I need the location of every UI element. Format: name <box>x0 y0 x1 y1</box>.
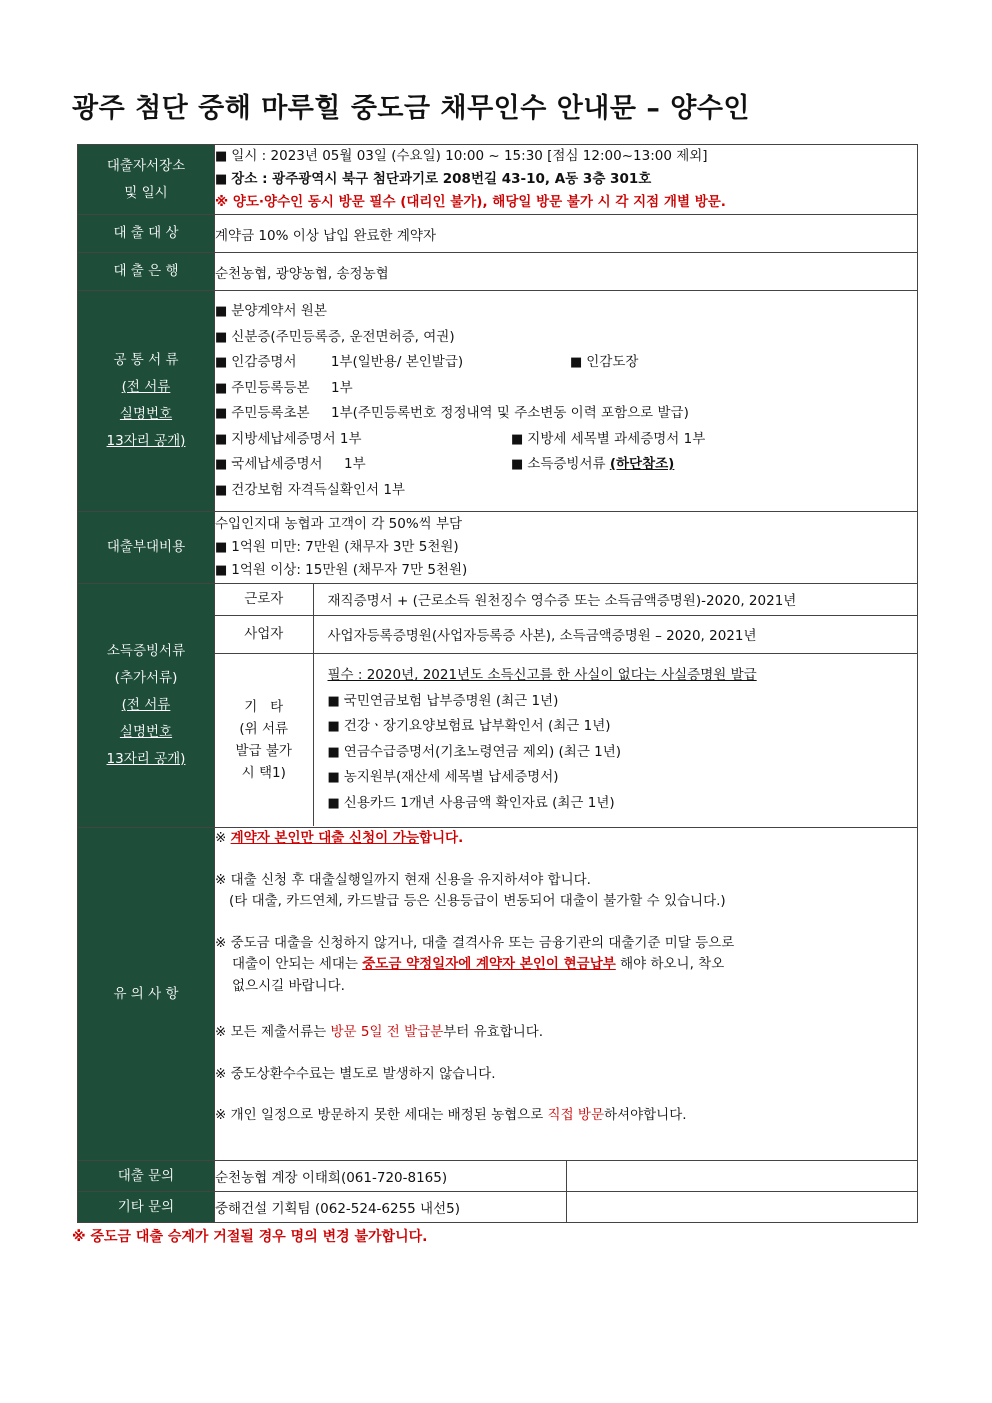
header-bank: 대 출 은 행 <box>78 253 215 291</box>
other-item: ■ 건강ㆍ장기요양보험료 납부확인서 (최근 1년) <box>327 718 611 735</box>
header-loan-inquiry: 대출 문의 <box>78 1161 215 1192</box>
bullet-square-icon: ■ <box>215 406 228 421</box>
income-subtable <box>215 584 917 826</box>
label-worker: 근로자 <box>215 584 313 615</box>
other-item: ■ 농지원부(재산세 세목별 납세증명서) <box>327 769 559 786</box>
page-title: 광주 첨단 중해 마루힐 중도금 채무인수 안내문 – 양수인 <box>72 93 751 124</box>
header-target: 대 출 대 상 <box>78 215 215 253</box>
visit-warning: ※ 양도·양수인 동시 방문 필수 (대리인 불가), 해당일 방문 불가 시 각 지점 개별 방문. <box>215 194 726 210</box>
doc-item-local-tax: ■ 지방세 세목별 과세증명서 1부 <box>511 430 706 447</box>
note-4: ※ 모든 제출서류는 방문 5일 전 발급분부터 유효합니다. <box>215 1024 544 1040</box>
header-notes: 유 의 사 항 <box>78 828 215 1161</box>
cost-line: ■ 1억원 이상: 15만원 (채무자 7만 5천원) <box>215 562 468 578</box>
other-required: 필수 : 2020년, 2021년도 소득신고를 한 사실이 없다는 사실증명원 발급 <box>327 667 757 684</box>
bullet-square-icon: ■ <box>327 744 340 760</box>
row-bank <box>78 253 918 291</box>
doc-item: ■ 주민등록등본 1부 <box>215 379 353 396</box>
other-item: ■ 신용카드 1개년 사용금액 확인자료 (최근 1년) <box>327 794 615 811</box>
label-other: 기 타 (위 서류 발급 불가 시 택1) <box>215 653 313 826</box>
note-3: ※ 중도금 대출을 신청하지 않거나, 대출 결격사유 또는 금융기관의 대출기준 미달 등으로 <box>215 934 735 951</box>
loan-inquiry-empty <box>567 1161 918 1192</box>
row-notes <box>78 828 918 1161</box>
bullet-square-icon: ■ <box>215 457 228 472</box>
bullet-square-icon: ■ <box>215 172 228 187</box>
row-income-proof <box>78 584 918 828</box>
note-3-line2: 대출이 안되는 세대는 중도금 약정일자에 계약자 본인이 현금납부 해야 하오니, 착오 <box>232 956 725 972</box>
bullet-square-icon: ■ <box>327 795 340 811</box>
other-item: ■ 연금수급증명서(기초노령연금 제외) (최근 1년) <box>327 743 622 760</box>
other-inquiry-content: 중해건설 기획팀 (062-524-6255 내선5) <box>215 1192 567 1223</box>
target-content: 계약금 10% 이상 납입 완료한 계약자 <box>215 215 918 253</box>
doc-item: ■ 국세납세증명서 1부 ■ 소득증빙서류 (하단참조) <box>215 452 917 478</box>
doc-item-seal: ■ 인감도장 <box>570 354 639 370</box>
note-3-line3: 없으시길 바랍니다. <box>232 977 345 994</box>
place-line: ■ 장소 : 광주광역시 북구 첨단과기로 208번길 43-10, A동 3층 301호 <box>215 171 652 187</box>
doc-item: ■ 신분증(주민등록증, 운전면허증, 여권) <box>215 328 455 345</box>
doc-item: ■ 인감증명서 1부(일반용/ 본인발급) ■ 인감도장 <box>215 350 917 376</box>
worker-content: 재직증명서 + (근로소득 원천징수 영수증 또는 소득금액증명원)-2020, 2021년 <box>313 584 917 615</box>
bullet-square-icon: ■ <box>215 482 228 498</box>
doc-item: ■ 건강보험 자격득실확인서 1부 <box>215 481 405 498</box>
income-row-worker <box>215 584 917 615</box>
date-line: ■ 일시 : 2023년 05월 03일 (수요일) 10:00 ~ 15:30 [점심 12:00~13:00 제외] <box>215 148 708 164</box>
loan-info-table <box>77 144 918 1223</box>
bullet-square-icon: ■ <box>215 149 228 164</box>
bullet-square-icon: ■ <box>215 540 228 555</box>
row-loan-inquiry <box>78 1161 918 1192</box>
note-5: ※ 중도상환수수료는 별도로 발생하지 않습니다. <box>215 1065 496 1082</box>
row-cost <box>78 512 918 584</box>
other-item: ■ 국민연금보험 납부증명원 (최근 1년) <box>327 692 559 709</box>
note-1: ※ 계약자 본인만 대출 신청이 가능합니다. <box>215 830 464 846</box>
doc-item-income: ■ 소득증빙서류 (하단참조) <box>511 456 675 472</box>
bullet-square-icon: ■ <box>215 355 228 370</box>
bullet-square-icon: ■ <box>327 770 340 786</box>
header-income-proof: 소득증빙서류 (추가서류) (전 서류 실명번호 13자리 공개) <box>78 584 215 828</box>
bullet-square-icon: ■ <box>215 329 228 345</box>
doc-item: ■ 지방세납세증명서 1부 ■ 지방세 세목별 과세증명서 1부 <box>215 427 917 453</box>
footer-note: ※ 중도금 대출 승계가 거절될 경우 명의 변경 불가합니다. <box>72 1229 428 1245</box>
note-2-detail: (타 대출, 카드연체, 카드발급 등은 신용등급이 변동되어 대출이 불가할 수 있습니다.) <box>229 893 726 909</box>
bullet-square-icon: ■ <box>511 431 524 447</box>
income-row-other <box>215 653 917 826</box>
bullet-square-icon: ■ <box>327 719 340 735</box>
bullet-square-icon: ■ <box>215 431 228 447</box>
income-row-business <box>215 615 917 653</box>
row-common-docs <box>78 291 918 512</box>
bullet-square-icon: ■ <box>570 355 583 370</box>
business-content: 사업자등록증명원(사업자등록증 사본), 소득금액증명원 – 2020, 2021년 <box>313 615 917 653</box>
bullet-square-icon: ■ <box>215 563 228 578</box>
common-docs-list <box>215 299 917 503</box>
header-cost: 대출부대비용 <box>78 512 215 584</box>
doc-item: ■ 주민등록초본 1부(주민등록번호 정정내역 및 주소변동 이력 포함으로 발급) <box>215 405 689 421</box>
row-target <box>78 215 918 253</box>
note-2: ※ 대출 신청 후 대출실행일까지 현재 신용을 유지하셔야 합니다. <box>215 871 591 888</box>
note-6: ※ 개인 일정으로 방문하지 못한 세대는 배정된 농협으로 직접 방문하셔야합니다. <box>215 1107 687 1123</box>
label-business: 사업자 <box>215 615 313 653</box>
row-place-date <box>78 145 918 215</box>
bank-content: 순천농협, 광양농협, 송정농협 <box>215 253 918 291</box>
header-other-inquiry: 기타 문의 <box>78 1192 215 1223</box>
header-place-date: 대출자서장소 및 일시 <box>78 145 215 215</box>
doc-item: ■ 분양계약서 원본 <box>215 303 327 319</box>
other-inquiry-empty <box>567 1192 918 1223</box>
loan-inquiry-content: 순천농협 계장 이태희(061-720-8165) <box>215 1161 567 1192</box>
bullet-square-icon: ■ <box>327 693 340 709</box>
cost-line: 수입인지대 농협과 고객이 각 50%씩 부담 <box>215 516 463 532</box>
bullet-square-icon: ■ <box>215 304 228 319</box>
header-common-docs: 공 통 서 류 (전 서류 실명번호 13자리 공개) <box>78 291 215 512</box>
bullet-square-icon: ■ <box>511 457 524 472</box>
bullet-square-icon: ■ <box>215 380 228 396</box>
row-other-inquiry <box>78 1192 918 1223</box>
cost-line: ■ 1억원 미만: 7만원 (채무자 3만 5천원) <box>215 539 459 555</box>
